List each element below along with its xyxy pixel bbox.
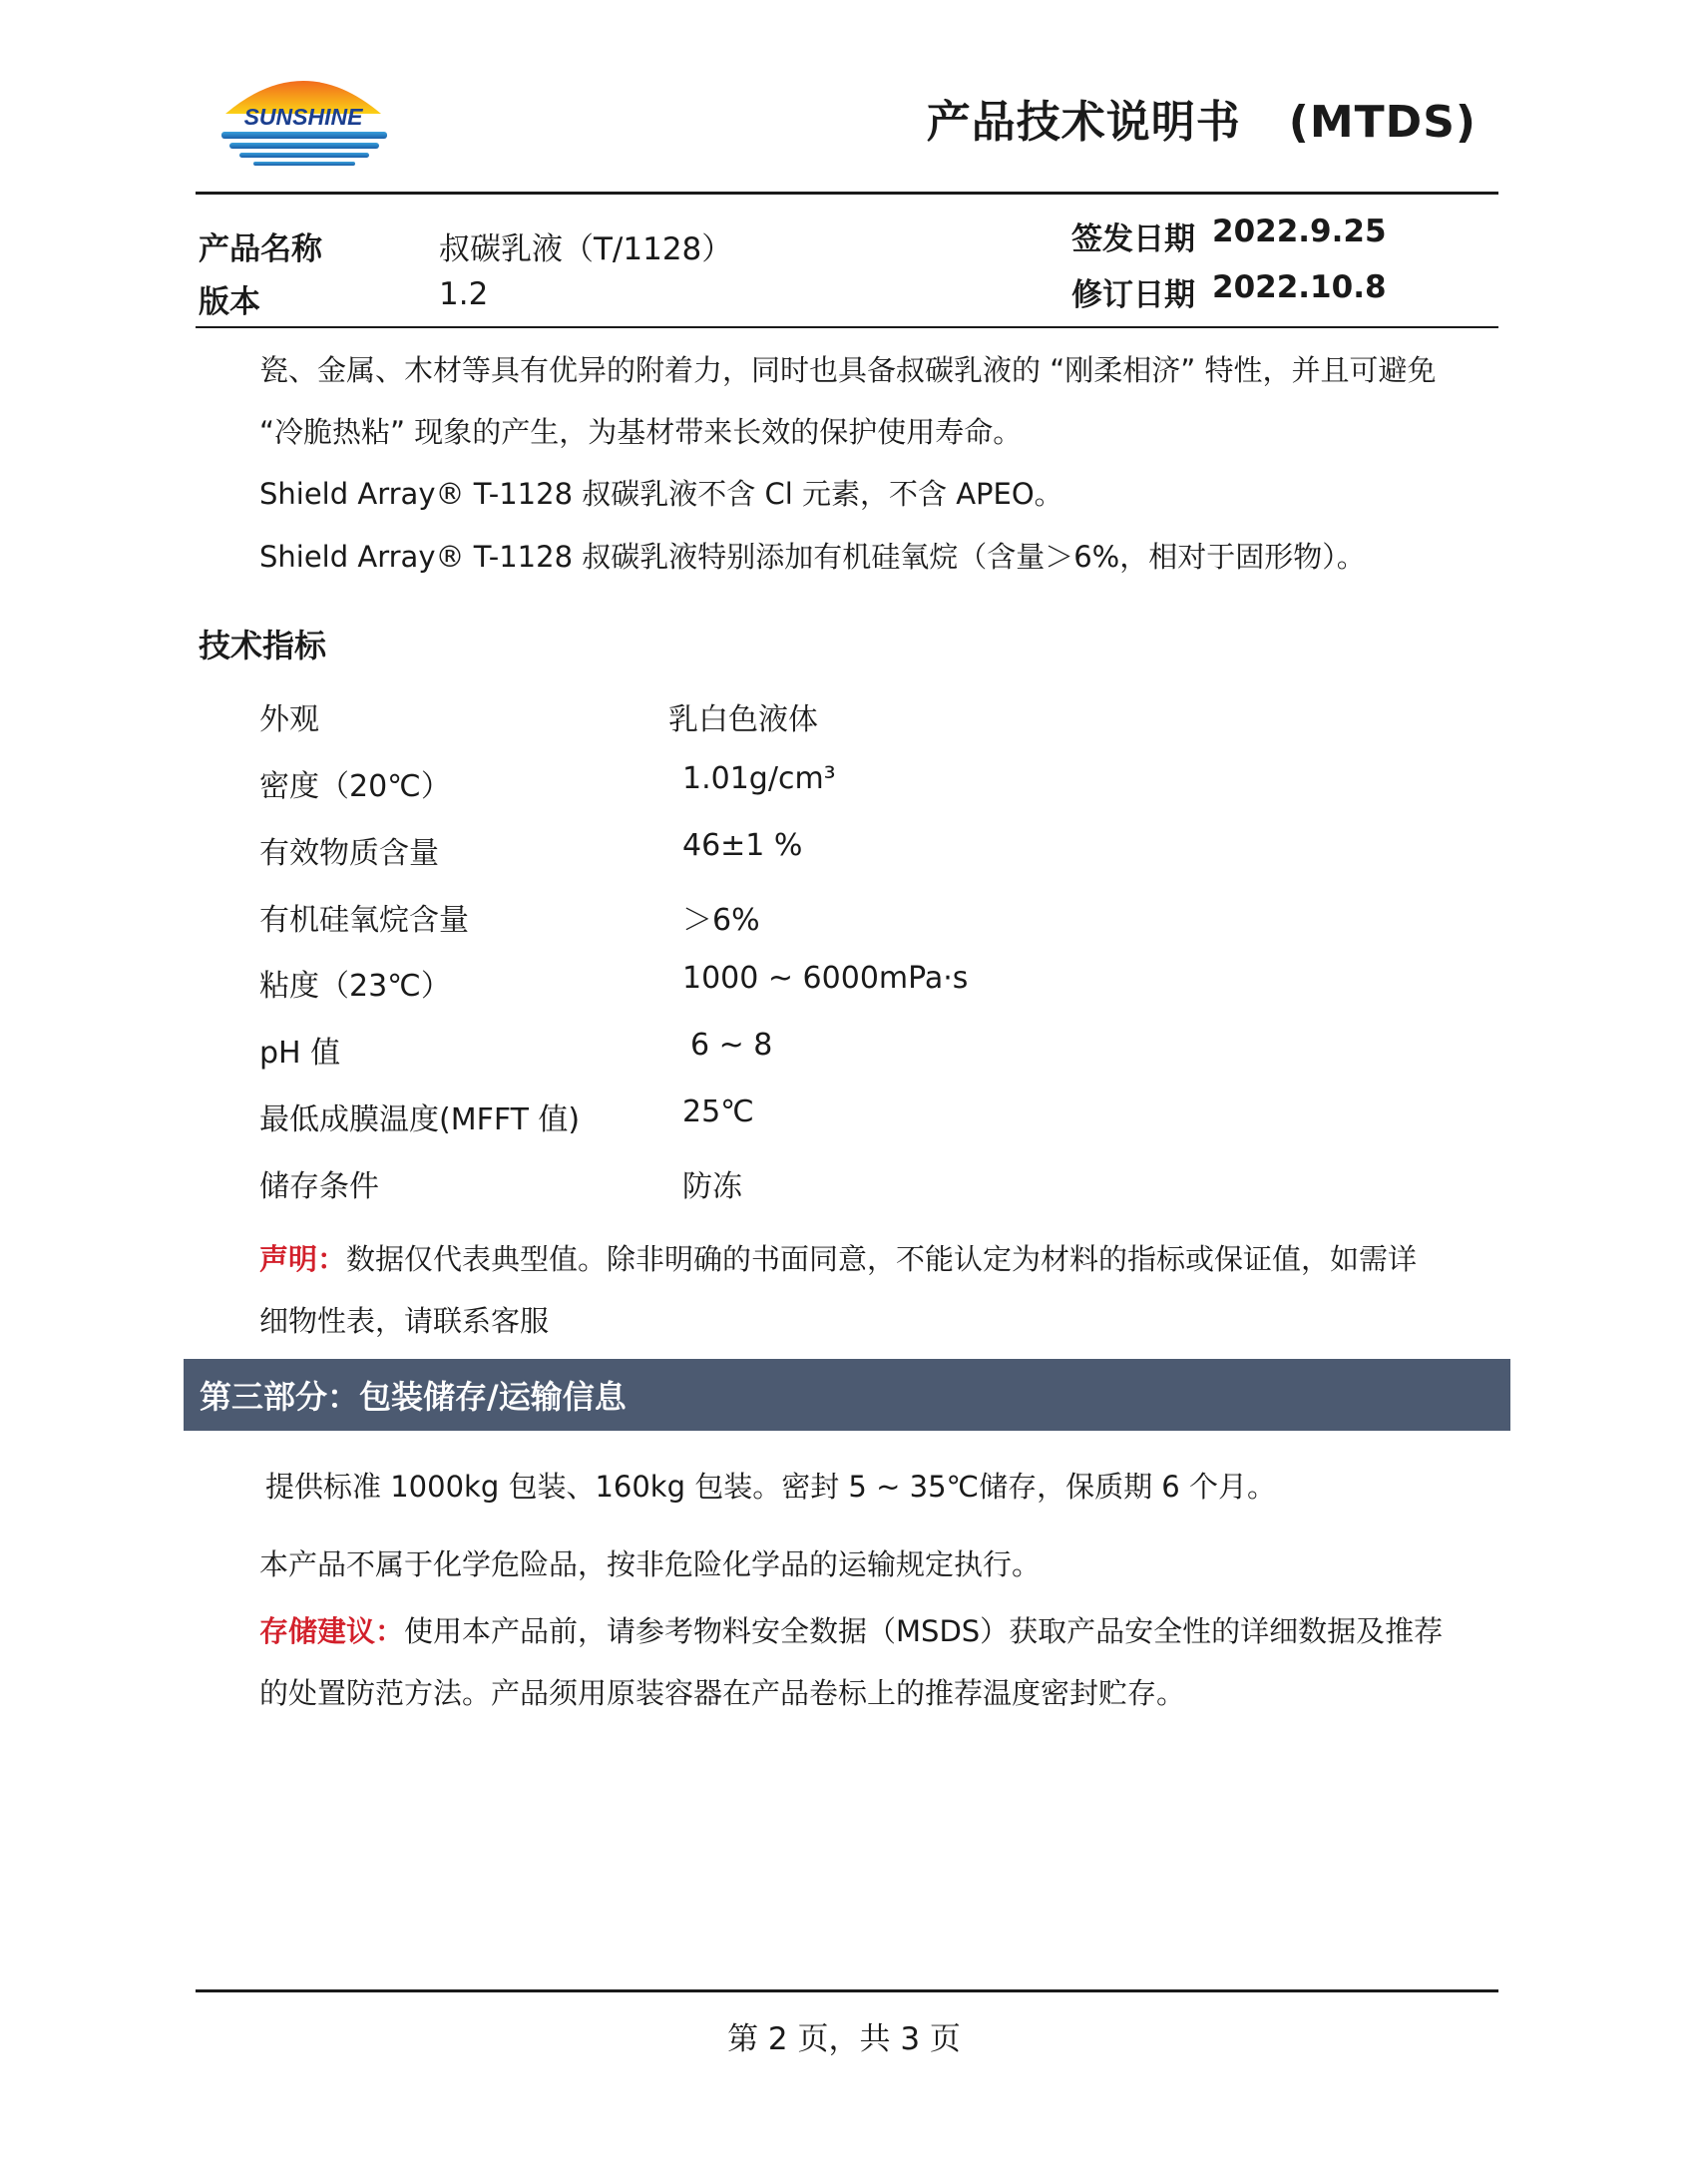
part3-title: 第三部分：包装储存/运输信息 — [200, 1378, 627, 1416]
spec-value: ＞6% — [682, 903, 760, 938]
version-label: 版本 — [199, 284, 260, 320]
footer-divider — [196, 1989, 1498, 1992]
document-title-text: 产品技术说明书 — [926, 97, 1241, 148]
intro-line: “冷脆热粘” 现象的产生，为基材带来长效的保护使用寿命。 — [259, 415, 1023, 449]
logo-text: SUNSHINE — [243, 104, 363, 130]
disclaimer — [259, 1237, 1506, 1278]
intro-line: Shield Array® T-1128 叔碳乳液不含 Cl 元素，不含 APEO。 — [259, 477, 1063, 511]
issue-date-label: 签发日期 — [1071, 221, 1195, 257]
disclaimer-label: 声明： — [259, 1242, 347, 1276]
spec-value: 46±1 % — [682, 828, 803, 863]
spec-label: 最低成膜温度(MFFT 值) — [259, 1102, 581, 1137]
storage-advice-text: 使用本产品前，请参考物料安全数据（MSDS）获取产品安全性的详细数据及推荐 — [404, 1614, 1444, 1648]
spec-label: pH 值 — [259, 1036, 341, 1071]
spec-label: 密度（20℃） — [259, 769, 451, 804]
spec-value: 25℃ — [682, 1094, 754, 1129]
intro-line: 瓷、金属、木材等具有优异的附着力，同时也具备叔碳乳液的 “刚柔相济” 特性，并且可避免 — [259, 353, 1437, 387]
transport-line: 本产品不属于化学危险品，按非危险化学品的运输规定执行。 — [259, 1547, 1042, 1581]
product-name-value: 叔碳乳液（T/1128） — [439, 231, 733, 267]
spec-value: 1000 ~ 6000mPa·s — [682, 961, 969, 996]
specs-heading: 技术指标 — [199, 627, 327, 664]
storage-advice — [259, 1609, 1506, 1650]
spec-value: 1.01g/cm³ — [682, 761, 836, 796]
spec-label: 外观 — [259, 702, 319, 737]
version-value: 1.2 — [439, 276, 489, 312]
page-number: 第 2 页，共 3 页 — [727, 2021, 961, 2057]
spec-label: 粘度（23℃） — [259, 969, 451, 1004]
spec-value: 6 ~ 8 — [690, 1028, 773, 1063]
revision-date-label: 修订日期 — [1071, 277, 1195, 313]
spec-label: 有机硅氧烷含量 — [259, 903, 469, 938]
spec-label: 有效物质含量 — [259, 836, 439, 871]
spec-value: 防冻 — [682, 1169, 742, 1204]
part3-section-header — [184, 1359, 1510, 1431]
disclaimer-text: 数据仅代表典型值。除非明确的书面同意，不能认定为材料的指标或保证值，如需详 — [346, 1242, 1418, 1276]
revision-date-value: 2022.10.8 — [1212, 269, 1387, 305]
meta-divider — [196, 326, 1498, 328]
packaging-line: 提供标准 1000kg 包装、160kg 包装。密封 5 ~ 35℃储存，保质期 6 个月。 — [265, 1470, 1276, 1504]
company-logo — [206, 58, 401, 176]
document-title — [927, 86, 1477, 150]
storage-advice-continued: 的处置防范方法。产品须用原装容器在产品卷标上的推荐温度密封贮存。 — [259, 1676, 1186, 1710]
intro-line: Shield Array® T-1128 叔碳乳液特别添加有机硅氧烷（含量＞6%，相对于固形物）。 — [259, 540, 1366, 574]
document-type-tag: (MTDS) — [1288, 97, 1477, 148]
spec-value: 乳白色液体 — [668, 702, 818, 737]
disclaimer-continued: 细物性表，请联系客服 — [259, 1304, 550, 1338]
issue-date-value: 2022.9.25 — [1212, 214, 1387, 249]
product-name-label: 产品名称 — [199, 231, 322, 267]
spec-label: 储存条件 — [259, 1169, 379, 1204]
header-divider — [196, 192, 1498, 195]
storage-advice-label: 存储建议： — [259, 1614, 405, 1648]
